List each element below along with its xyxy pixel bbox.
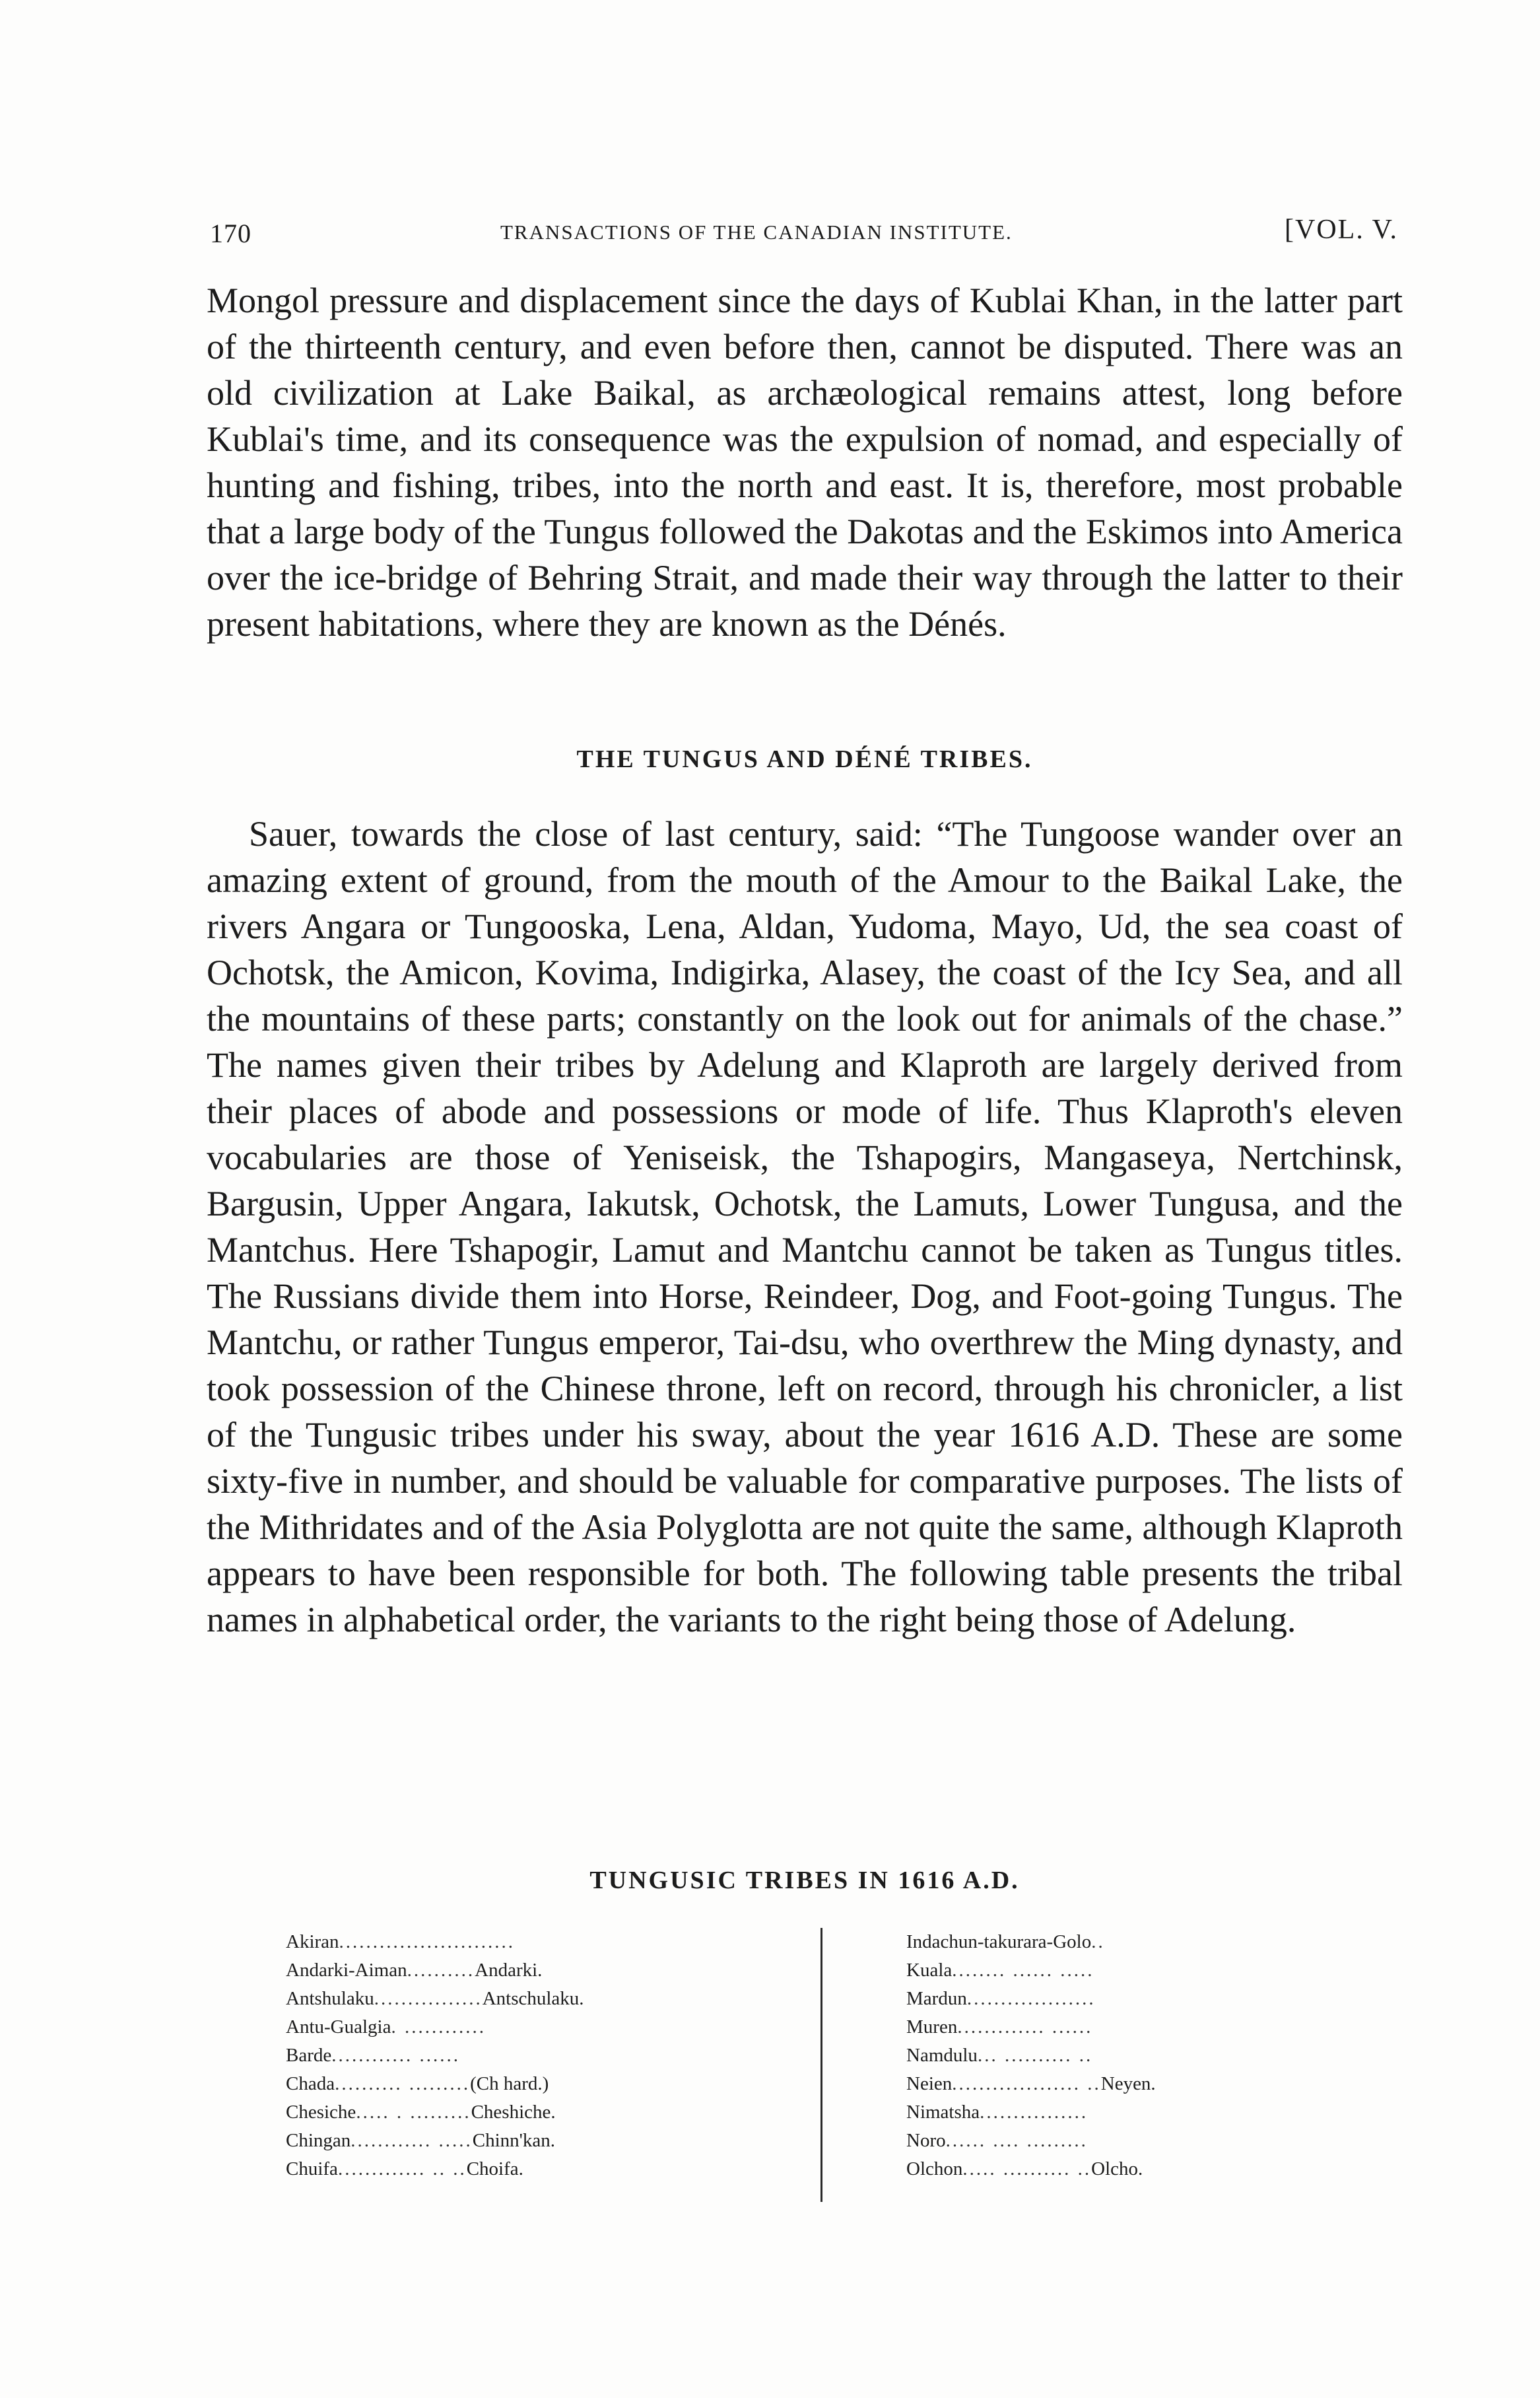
section-title-tungusic-tribes: TUNGUSIC TRIBES IN 1616 A.D. (589, 1867, 1020, 1894)
tribe-row: Indachun-takurara-Golo.. (906, 1931, 1105, 1952)
tribe-row: Neien................... ..Neyen. (906, 2073, 1156, 2094)
tribes-table (286, 1928, 1316, 2205)
tribe-row: Nimatsha................ (906, 2102, 1088, 2123)
tribe-row: Chada.......... .........(Ch hard.) (286, 2073, 549, 2094)
paragraph-sauer: Sauer, towards the close of last century, said: “The Tungoose wander over an amazing extent of ground, from the mouth of the Amour to the Baikal Lake, the rivers Angara or Tungooska, Lena, Aldan, Yudoma, Mayo, Ud, the sea coast of Ochotsk, the Amicon, Kovima, Indigirka, Alasey, the coast of the Icy Sea, and all the mountains of these parts; constantly on the look out for animals of the chase.” The names given their tribes by Adelung and Klaproth are largely derived from their places of abode and possessions or mode of life. Thus Klaproth's eleven vocabularies are those of Yeniseisk, the Tshapogirs, Mangaseya, Nertchinsk, Bargusin, Upper Angara, Iakutsk, Ochotsk, the Lamuts, Lower Tungusa, and the Mantchus. Here Tshapogir, Lamut and Mantchu cannot be taken as Tungus titles. The Russians divide them into Horse, Reindeer, Dog, and Foot-going Tungus. The Mantchu, or rather Tungus emperor, Tai-dsu, who overthrew the Ming dynasty, and took possession of the Chinese throne, left on record, through his chronicler, a list of the Tungusic tribes under his sway, about the year 1616 A.D. These are some sixty-five in number, and should be valuable for comparative purposes. The lists of the Mithridates and of the Asia Polyglotta are not quite the same, although Klaproth appears to have been responsible for both. The following table presents the tribal names in alphabetical order, the variants to the right being those of Adelung. (207, 814, 1403, 1639)
column-divider (820, 1928, 822, 2202)
tribe-row: Akiran.......................... (286, 1931, 516, 1952)
tribe-row: Chuifa............. .. ..Choifa. (286, 2158, 523, 2179)
journal-title: TRANSACTIONS OF THE CANADIAN INSTITUTE. (500, 221, 1013, 244)
tribe-row: Muren............. ...... (906, 2016, 1093, 2038)
tribe-row: Chesiche..... . .........Cheshiche. (286, 2102, 556, 2123)
tribe-row: Chingan............ .....Chinn'kan. (286, 2130, 556, 2151)
tribes-column-left (286, 1928, 771, 2183)
tribe-row: Namdulu... .......... .. (906, 2045, 1093, 2066)
tribes-column-right (906, 1928, 1316, 2183)
page-number: 170 (210, 219, 251, 248)
tribe-row: Mardun................... (906, 1988, 1096, 2009)
tribe-row: Noro...... .... ......... (906, 2130, 1088, 2151)
tribe-row: Andarki-Aiman..........Andarki. (286, 1960, 543, 1981)
tribe-row: Olchon..... .......... ..Olcho. (906, 2158, 1143, 2179)
volume-label: [VOL. V. (1285, 215, 1398, 245)
running-head (210, 213, 1398, 252)
section-title-tungus-dene: THE TUNGUS AND DÉNÉ TRIBES. (576, 745, 1033, 773)
paragraph-mongol-pressure: Mongol pressure and displacement since the days of Kublai Khan, in the latter part of the thirteenth century, and even before then, cannot be disputed. There was an old civilization at Lake Baikal, as archæological remains attest, long before Kublai's time, and its consequence was the expulsion of nomad, and especially of hunting and fishing, tribes, into the north and east. It is, therefore, most probable that a large body of the Tungus followed the Dakotas and the Eskimos into America over the ice-bridge of Behring Strait, and made their way through the latter to their present habitations, where they are known as the Dénés. (207, 281, 1403, 644)
tribe-row: Antshulaku................Antschulaku. (286, 1988, 584, 2009)
tribe-row: Barde............ ...... (286, 2045, 460, 2066)
tribe-row: Kuala........ ...... ..... (906, 1960, 1094, 1981)
tribe-row: Antu-Gualgia. ............ (286, 2016, 486, 2038)
